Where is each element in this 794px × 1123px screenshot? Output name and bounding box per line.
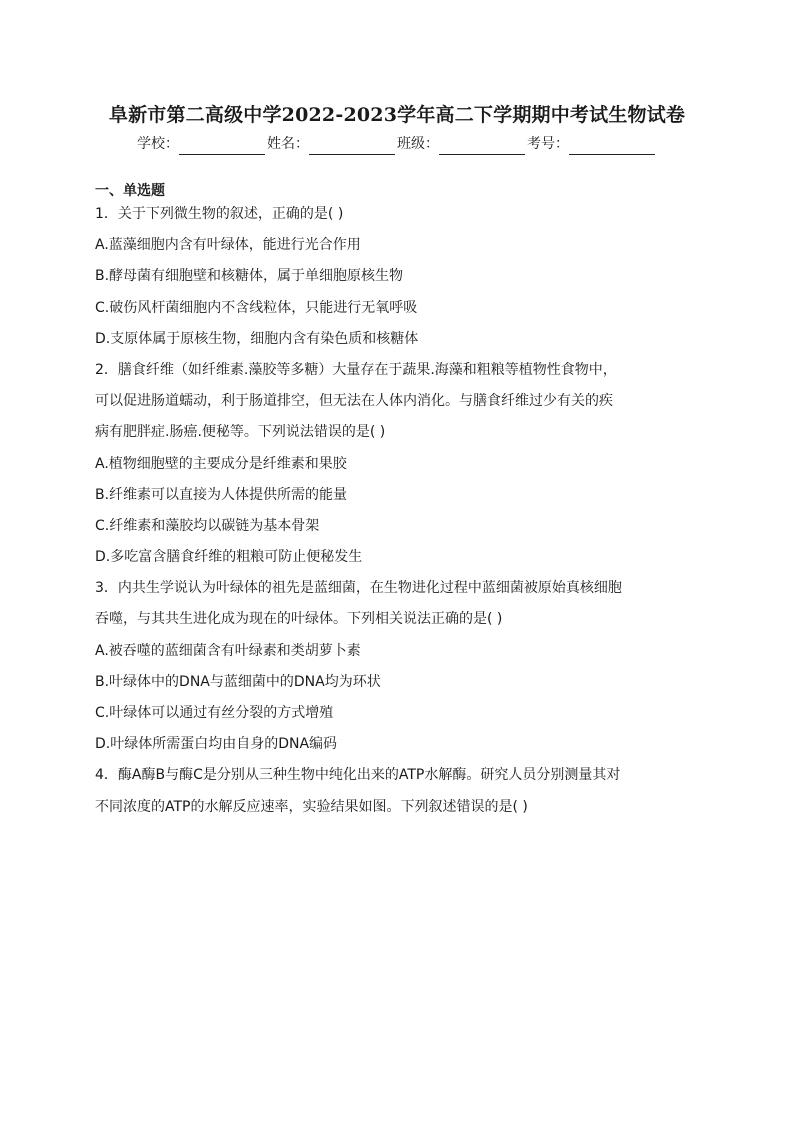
question-3-option-b: B.叶绿体中的DNA与蓝细菌中的DNA均为环状 bbox=[95, 673, 381, 690]
question-3-option-c: C.叶绿体可以通过有丝分裂的方式增殖 bbox=[95, 705, 334, 721]
question-1-option-d: D.支原体属于原核生物，细胞内含有染色质和核糖体 bbox=[95, 330, 419, 347]
question-4-stem-line-1: 4．酶A酶B与酶C是分别从三种生物中纯化出来的ATP水解酶。研究人员分别测量其对 bbox=[95, 767, 621, 784]
exam-number-blank bbox=[569, 137, 655, 155]
class-field bbox=[397, 133, 527, 155]
question-1-stem: 1．关于下列微生物的叙述，正确的是( ) bbox=[95, 206, 344, 222]
question-content bbox=[95, 203, 705, 827]
exam-number-field bbox=[527, 133, 657, 155]
question-2-option-a: A.植物细胞壁的主要成分是纤维素和果胶 bbox=[95, 455, 347, 472]
question-2-option-d: D.多吃富含膳食纤维的粗粮可防止便秘发生 bbox=[95, 549, 363, 566]
question-2-option-c: C.纤维素和藻胶均以碳链为基本骨架 bbox=[95, 517, 320, 534]
question-3-stem-line-1: 3．内共生学说认为叶绿体的祖先是蓝细菌，在生物进化过程中蓝细菌被原始真核细胞 bbox=[95, 580, 622, 597]
question-1-option-b: B.酵母菌有细胞壁和核糖体，属于单细胞原核生物 bbox=[95, 268, 404, 285]
question-2-option-b: B.纤维素可以直接为人体提供所需的能量 bbox=[95, 486, 348, 503]
exam-number-label: 考号： bbox=[527, 136, 569, 152]
student-info-line bbox=[0, 133, 794, 155]
question-1-option-a: A.蓝藻细胞内含有叶绿体，能进行光合作用 bbox=[95, 237, 361, 254]
question-3-option-d: D.叶绿体所需蛋白均由自身的DNA编码 bbox=[95, 736, 338, 753]
question-2-stem-line-3: 病有肥胖症.肠癌.便秘等。下列说法错误的是( ) bbox=[95, 424, 386, 441]
name-label: 姓名： bbox=[267, 136, 309, 152]
question-2-stem-line-1: 2．膳食纤维（如纤维素.藻胶等多糖）大量存在于蔬果.海藻和粗粮等植物性食物中， bbox=[95, 361, 617, 378]
question-3-option-a: A.被吞噬的蓝细菌含有叶绿素和类胡萝卜素 bbox=[95, 642, 361, 659]
name-blank bbox=[309, 137, 395, 155]
school-field bbox=[137, 133, 267, 155]
question-4-stem-line-2: 不同浓度的ATP的水解反应速率，实验结果如图。下列叙述错误的是( ) bbox=[95, 798, 528, 815]
class-blank bbox=[439, 137, 525, 155]
question-3-stem-line-2: 吞噬，与其共生进化成为现在的叶绿体。下列相关说法正确的是( ) bbox=[95, 611, 503, 628]
question-1-option-c: C.破伤风杆菌细胞内不含线粒体，只能进行无氧呼吸 bbox=[95, 299, 418, 316]
page-title: 阜新市第二高级中学2022-2023学年高二下学期期中考试生物试卷 bbox=[108, 104, 686, 126]
name-field bbox=[267, 133, 397, 155]
school-label: 学校： bbox=[137, 136, 179, 152]
section-heading: 一、单选题 bbox=[95, 183, 165, 199]
question-2-stem-line-2: 可以促进肠道蠕动，利于肠道排空，但无法在人体内消化。与膳食纤维过少有关的疾 bbox=[95, 393, 613, 410]
school-blank bbox=[179, 137, 265, 155]
class-label: 班级： bbox=[397, 136, 439, 152]
